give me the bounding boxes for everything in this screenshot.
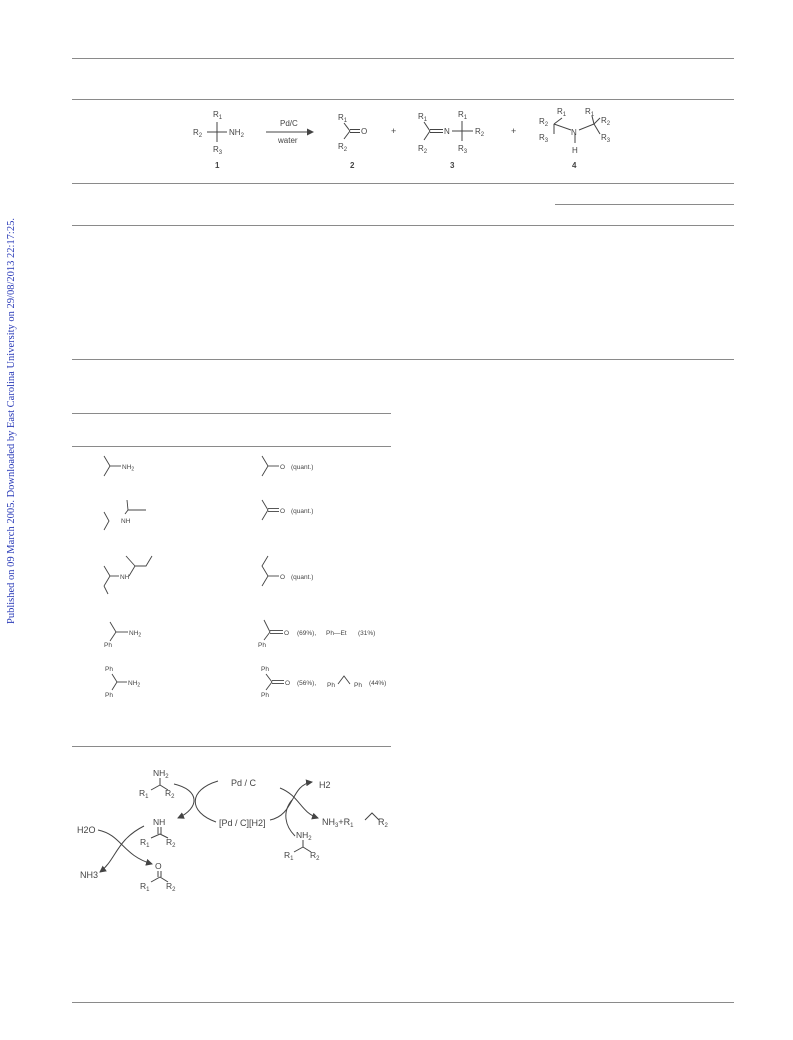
table-row xyxy=(104,456,313,476)
svg-text:R1: $R_1$ xyxy=(557,107,567,118)
table-row xyxy=(104,556,313,594)
svg-text:R2: $R_2$ xyxy=(539,117,549,128)
svg-text:O: O xyxy=(280,574,286,581)
svg-text:R3: $R_3$ xyxy=(539,133,549,144)
scheme-amine-4-labels xyxy=(539,107,611,155)
svg-text:H: H xyxy=(572,146,578,155)
svg-text:NH2: $NH_2$ xyxy=(229,128,244,139)
byproduct-yield: (31%) xyxy=(358,630,376,637)
svg-text:R3: $R_3$ xyxy=(213,145,223,156)
compound-number-1: 1 xyxy=(215,161,220,170)
table-row xyxy=(104,620,375,649)
svg-text:R2: $R_2$ xyxy=(601,116,611,127)
svg-text:N: N xyxy=(571,128,577,137)
yield-note: (quant.) xyxy=(291,464,314,471)
mechanism-ketone xyxy=(140,861,176,893)
scheme-ketone-2 xyxy=(344,123,360,139)
compound-number-2: 2 xyxy=(350,161,355,170)
svg-text:NH3+R1: $NH_3+R_1$ xyxy=(322,817,354,829)
scheme-amine-1-labels xyxy=(193,110,245,156)
svg-text:NH2: $NH_2$ xyxy=(296,830,312,842)
yield-note: (69%), xyxy=(297,630,317,637)
svg-text:NH2: $NH_2$ xyxy=(153,768,169,780)
mechanism-amine-top xyxy=(139,768,175,800)
svg-text:NH2: $NH_2$ xyxy=(128,680,141,689)
svg-text:R2: $R_2$ xyxy=(165,788,175,800)
svg-text:Ph: Ph xyxy=(105,666,113,673)
svg-text:R2: $R_2$ xyxy=(166,881,176,893)
svg-text:NH: NH xyxy=(120,574,130,581)
svg-text:R1: $R_1$ xyxy=(139,788,149,800)
svg-text:O: O xyxy=(361,127,368,136)
svg-text:Ph: Ph xyxy=(261,692,269,699)
svg-text:Ph: Ph xyxy=(327,682,335,689)
svg-text:Ph: Ph xyxy=(354,682,362,689)
svg-text:R2: $R_2$ xyxy=(378,817,388,829)
reagent-pd-c: Pd/C xyxy=(280,119,298,128)
svg-text:R2: $R_2$ xyxy=(166,837,176,849)
svg-text:O: O xyxy=(285,680,291,687)
svg-text:NH2: $NH_2$ xyxy=(122,464,135,473)
svg-text:R2: $R_2$ xyxy=(193,128,203,139)
svg-text:R1: $R_1$ xyxy=(458,110,468,121)
compound-number-3: 3 xyxy=(450,161,455,170)
svg-text:NH2: $NH_2$ xyxy=(129,630,142,639)
plus-sign-2: + xyxy=(511,126,517,136)
svg-text:R3: $R_3$ xyxy=(458,144,468,155)
svg-text:Ph: Ph xyxy=(261,666,269,673)
svg-text:R2: $R_2$ xyxy=(338,142,348,153)
svg-text:R3: $R_3$ xyxy=(601,133,611,144)
byproduct-yield: (44%) xyxy=(369,680,387,687)
yield-note: (quant.) xyxy=(291,574,314,581)
table-row xyxy=(104,500,313,530)
mechanism-imine xyxy=(140,817,176,849)
scheme-amine-1 xyxy=(207,122,227,142)
svg-text:R1: $R_1$ xyxy=(338,113,348,124)
svg-text:O: O xyxy=(280,508,286,515)
plus-sign-1: + xyxy=(391,126,397,136)
svg-text:NH: NH xyxy=(153,817,166,827)
svg-text:N: N xyxy=(444,127,450,136)
svg-text:R1: $R_1$ xyxy=(418,112,428,123)
mechanism-water: H2O xyxy=(77,825,96,835)
svg-text:R1: $R_1$ xyxy=(140,881,150,893)
svg-text:Ph: Ph xyxy=(258,642,266,649)
reagent-water: water xyxy=(278,136,298,145)
mechanism-alkane-product xyxy=(322,813,389,829)
svg-text:R1: $R_1$ xyxy=(140,837,150,849)
svg-text:O: O xyxy=(284,630,290,637)
svg-text:Ph: Ph xyxy=(104,642,112,649)
scheme-imine-3-labels xyxy=(418,110,485,155)
yield-note: (56%), xyxy=(297,680,317,687)
mechanism-amine-bottom xyxy=(284,830,320,862)
svg-text:O: O xyxy=(155,861,162,871)
mechanism-h2: H2 xyxy=(319,780,331,790)
mechanism-catalyst: Pd / C xyxy=(231,778,257,788)
svg-text:R2: $R_2$ xyxy=(475,127,485,138)
svg-text:R1: $R_1$ xyxy=(585,107,595,118)
provenance-sidebar-text: Published on 09 March 2005. Downloaded by East Carolina University on 29/08/2013 22:17:25. xyxy=(6,218,17,624)
svg-text:R2: $R_2$ xyxy=(310,850,320,862)
mechanism-ammonia-left: NH3 xyxy=(80,870,99,880)
svg-text:R1: $R_1$ xyxy=(213,110,223,121)
yield-note: (quant.) xyxy=(291,508,314,515)
table-row xyxy=(105,666,386,699)
byproduct: Ph—Et xyxy=(326,630,347,637)
compound-number-4: 4 xyxy=(572,161,577,170)
mechanism-catalyst-h2: [Pd / C][H2] xyxy=(219,818,266,828)
svg-text:Ph: Ph xyxy=(105,692,113,699)
svg-text:NH: NH xyxy=(121,518,131,525)
svg-text:R2: $R_2$ xyxy=(418,144,428,155)
scheme-amine-4 xyxy=(554,116,600,143)
svg-text:R1: $R_1$ xyxy=(284,850,294,862)
svg-text:O: O xyxy=(280,464,286,471)
